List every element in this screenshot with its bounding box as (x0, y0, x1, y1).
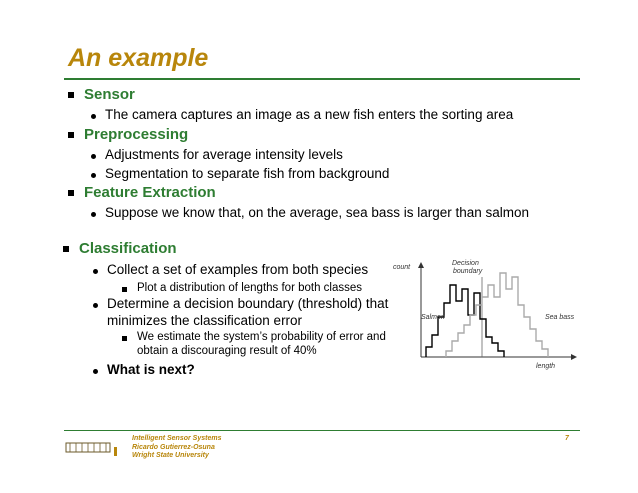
sub-bullet-text: Plot a distribution of lengths for both classes (137, 282, 363, 294)
square-bullet-icon (122, 336, 127, 341)
length-histogram-figure (388, 255, 578, 375)
round-bullet-icon (91, 154, 96, 159)
square-bullet-icon (122, 287, 127, 292)
bullet-text: Collect a set of examples from both species (107, 262, 369, 277)
bullet-collect (107, 262, 368, 277)
university-logo-icon (64, 438, 120, 458)
square-bullet-icon (63, 246, 69, 252)
sub-bullet-plot (137, 282, 362, 294)
count-axis-label: count (393, 264, 411, 271)
bullet-text: Suppose we know that, on the average, sea bass is larger than salmon (105, 205, 530, 220)
round-bullet-icon (93, 269, 98, 274)
length-axis-label: length (536, 363, 556, 370)
bullet-text: The camera captures an image as a new fish enters the sorting area (105, 107, 514, 122)
round-bullet-icon (93, 369, 98, 374)
round-bullet-icon (91, 212, 96, 217)
footer-rule (64, 430, 580, 431)
sea-bass-histogram (446, 273, 548, 357)
footer-line: Intelligent Sensor Systems (132, 435, 222, 442)
heading-sensor (84, 86, 135, 103)
footer-credits (132, 435, 221, 461)
heading-text: Feature Extraction (84, 184, 216, 201)
sea-bass-label: Sea bass (545, 314, 575, 321)
bullet-sea-bass (105, 205, 529, 220)
heading-text: Classification (79, 240, 177, 257)
square-bullet-icon (68, 92, 74, 98)
heading-text: Preprocessing (84, 126, 189, 143)
slide-title: An example (68, 44, 209, 72)
square-bullet-icon (68, 132, 74, 138)
sub-bullet-estimate (137, 331, 386, 343)
round-bullet-icon (91, 173, 96, 178)
sub-bullet-text: We estimate the system’s probability of error and (137, 331, 386, 343)
sub-bullet-estimate-cont (137, 345, 317, 357)
bullet-text: What is next? (107, 362, 195, 377)
bullet-segmentation (105, 166, 389, 181)
footer-line: Ricardo Gutierrez-Osuna (132, 443, 215, 451)
round-bullet-icon (93, 303, 98, 308)
page-number: 7 (565, 435, 569, 442)
heading-text: Sensor (84, 86, 135, 103)
salmon-label: Salmon (421, 314, 445, 321)
bullet-decision-boundary (107, 296, 388, 311)
bullet-camera (105, 107, 513, 122)
bullet-what-next (107, 362, 195, 377)
heading-feature-extraction (84, 184, 216, 201)
heading-preprocessing (84, 126, 188, 143)
bullet-text: Determine a decision boundary (threshold) that (107, 296, 389, 311)
bullet-text: minimizes the classification error (107, 313, 303, 328)
bullet-text: Segmentation to separate fish from background (105, 166, 390, 181)
bullet-intensity (105, 147, 343, 162)
footer-line: Wright State University (132, 452, 209, 459)
decision-boundary-label-line2: boundary (453, 268, 483, 275)
sub-bullet-text: obtain a discouraging result of 40% (137, 345, 317, 357)
heading-classification (79, 240, 177, 257)
square-bullet-icon (68, 190, 74, 196)
bullet-text: Adjustments for average intensity levels (105, 147, 343, 162)
round-bullet-icon (91, 114, 96, 119)
bullet-decision-boundary-cont (107, 313, 302, 328)
title-rule (64, 78, 580, 80)
salmon-histogram (426, 285, 504, 357)
decision-boundary-label: Decision (452, 260, 479, 267)
